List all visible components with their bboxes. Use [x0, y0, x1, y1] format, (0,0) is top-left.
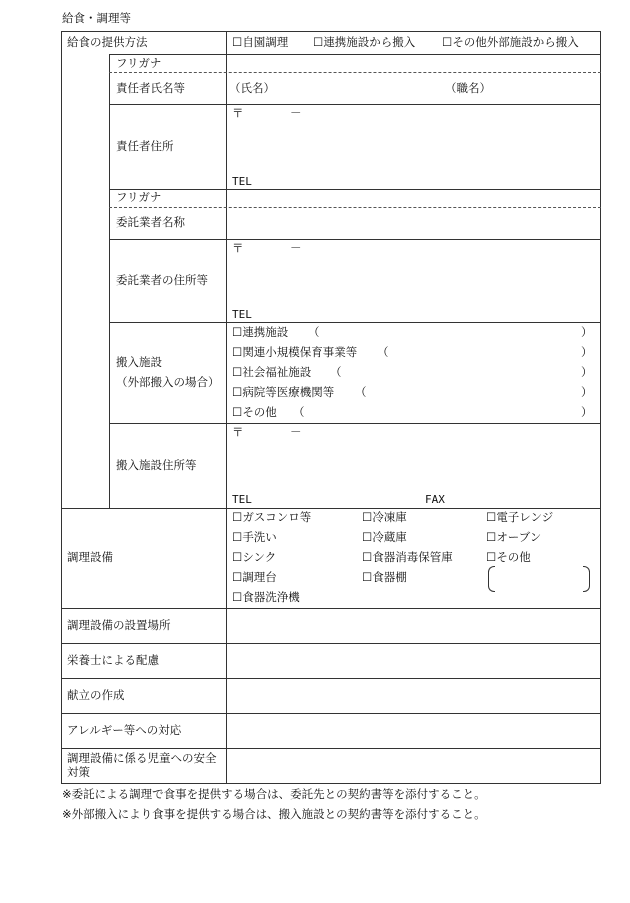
paren-open: （ [308, 325, 320, 339]
contractor-address-label: 委託業者の住所等 [116, 273, 208, 287]
manager-postal-dash: － [290, 106, 302, 120]
manager-address-label: 責任者住所 [116, 139, 174, 153]
checkbox[interactable]: ☐ [232, 530, 243, 544]
checkbox[interactable]: ☐ [232, 345, 243, 359]
delivery-label: 搬入施設 [116, 355, 162, 369]
delivery-option-welfare[interactable]: ☐社会福祉施設 [232, 365, 312, 379]
note-contract-delivery: ※外部搬入により食事を提供する場合は、搬入施設との契約書等を添付すること。 [62, 807, 486, 821]
paren-open: （ [330, 365, 342, 379]
delivery-label-sub: （外部搬入の場合） [116, 375, 220, 389]
contractor-tel-label: TEL [232, 308, 252, 321]
paren-close: ） [581, 405, 593, 419]
manager-tel-label: TEL [232, 175, 252, 188]
manager-name-hint: （氏名） [229, 81, 275, 95]
checkbox[interactable]: ☐ [486, 530, 497, 544]
provision-option-external[interactable]: ☐その他外部施設から搬入 [442, 35, 579, 49]
checkbox[interactable]: ☐ [362, 570, 373, 584]
section-title: 給食・調理等 [62, 11, 131, 25]
equipment-option[interactable]: ☐電子レンジ [486, 510, 554, 524]
paren-close: ） [581, 365, 593, 379]
delivery-option-partner[interactable]: ☐連携施設 [232, 325, 289, 339]
paren-close: ） [581, 325, 593, 339]
checkbox[interactable]: ☐ [362, 550, 373, 564]
paren-close: ） [581, 385, 593, 399]
paren-close: ） [581, 345, 593, 359]
paren-open: （ [293, 405, 305, 419]
checkbox[interactable]: ☐ [313, 35, 324, 49]
manager-name-label: 責任者氏名等 [116, 81, 185, 95]
equipment-option[interactable]: ☐シンク [232, 550, 277, 564]
equipment-option[interactable]: ☐ガスコンロ等 [232, 510, 312, 524]
checkbox[interactable]: ☐ [232, 365, 243, 379]
equipment-other-bracket[interactable] [488, 566, 590, 592]
equipment-option[interactable]: ☐オーブン [486, 530, 542, 544]
delivery-tel-label: TEL [232, 493, 252, 506]
delivery-address-label: 搬入施設住所等 [116, 458, 197, 472]
row-nutritionist: 栄養士による配慮 [67, 653, 159, 667]
checkbox[interactable]: ☐ [486, 510, 497, 524]
delivery-postal-mark: 〒 [232, 425, 244, 439]
equipment-option[interactable]: ☐食器棚 [362, 570, 407, 584]
delivery-fax-label: FAX [425, 493, 445, 506]
checkbox[interactable]: ☐ [486, 550, 497, 564]
checkbox[interactable]: ☐ [232, 550, 243, 564]
equipment-option[interactable]: ☐手洗い [232, 530, 277, 544]
provision-option-self[interactable]: ☐自園調理 [232, 35, 289, 49]
checkbox[interactable]: ☐ [362, 530, 373, 544]
row-menu: 献立の作成 [67, 688, 125, 702]
contractor-furigana-label: フリガナ [116, 190, 162, 204]
equipment-option[interactable]: ☐冷蔵庫 [362, 530, 407, 544]
contractor-name-label: 委託業者名称 [116, 215, 185, 229]
paren-open: （ [377, 345, 389, 359]
row-safety-line1: 調理設備に係る児童への安全 [67, 751, 217, 765]
checkbox[interactable]: ☐ [232, 405, 243, 419]
equipment-option[interactable]: ☐冷凍庫 [362, 510, 407, 524]
checkbox[interactable]: ☐ [362, 510, 373, 524]
equipment-option[interactable]: ☐食器洗浄機 [232, 590, 300, 604]
manager-postal-mark: 〒 [232, 106, 244, 120]
note-contract-outsourcing: ※委託による調理で食事を提供する場合は、委託先との契約書等を添付すること。 [62, 787, 486, 801]
equipment-option[interactable]: ☐調理台 [232, 570, 277, 584]
checkbox[interactable]: ☐ [232, 385, 243, 399]
paren-open: （ [355, 385, 367, 399]
provision-label: 給食の提供方法 [67, 35, 148, 49]
checkbox[interactable]: ☐ [232, 35, 243, 49]
delivery-option-small-scale[interactable]: ☐関連小規模保育事業等 [232, 345, 358, 359]
provision-option-partner[interactable]: ☐連携施設から搬入 [313, 35, 416, 49]
delivery-postal-dash: － [290, 425, 302, 439]
equipment-label: 調理設備 [67, 550, 113, 564]
delivery-option-hospital[interactable]: ☐病院等医療機関等 [232, 385, 335, 399]
equipment-option-other[interactable]: ☐その他 [486, 550, 531, 564]
manager-furigana-label: フリガナ [116, 56, 162, 70]
contractor-postal-dash: － [290, 241, 302, 255]
row-safety-line2: 対策 [67, 765, 90, 779]
delivery-option-other[interactable]: ☐その他 [232, 405, 277, 419]
row-allergy: アレルギー等への対応 [67, 723, 182, 737]
checkbox[interactable]: ☐ [232, 590, 243, 604]
equipment-option[interactable]: ☐食器消毒保管庫 [362, 550, 453, 564]
contractor-postal-mark: 〒 [232, 241, 244, 255]
row-equipment-location: 調理設備の設置場所 [67, 618, 171, 632]
manager-title-hint: （職名） [445, 81, 491, 95]
checkbox[interactable]: ☐ [442, 35, 453, 49]
checkbox[interactable]: ☐ [232, 325, 243, 339]
checkbox[interactable]: ☐ [232, 570, 243, 584]
checkbox[interactable]: ☐ [232, 510, 243, 524]
